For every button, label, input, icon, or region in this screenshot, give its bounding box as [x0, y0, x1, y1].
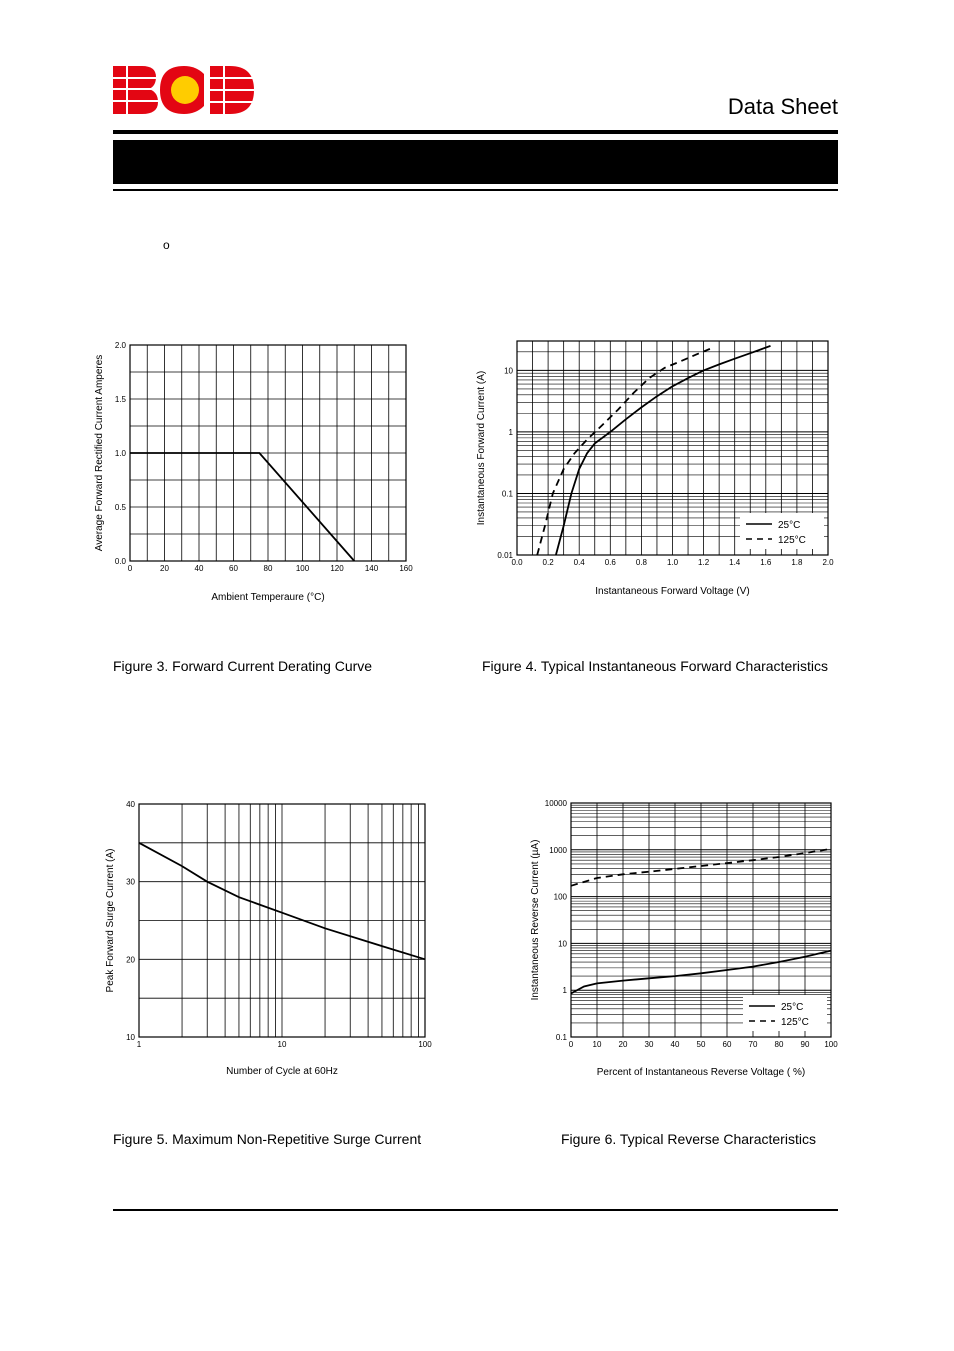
x-tick-label: 120 — [330, 564, 344, 573]
x-tick-label: 80 — [263, 564, 273, 573]
x-tick-label: 160 — [399, 564, 413, 573]
x-tick-label: 90 — [800, 1040, 810, 1049]
y-tick-label: 0.01 — [497, 551, 513, 560]
x-tick-label: 40 — [194, 564, 204, 573]
header-rule-thin — [113, 189, 838, 191]
y-tick-label: 1000 — [549, 845, 567, 855]
chart-forward-characteristics — [470, 330, 850, 610]
y-tick-label: 0.5 — [114, 503, 126, 512]
x-tick-label: 1.6 — [760, 558, 772, 567]
y-tick-label: 1 — [562, 986, 567, 996]
y-tick-label: 10 — [504, 366, 513, 376]
y-axis-label: Instantaneous Forward Current (A) — [476, 370, 487, 526]
x-tick-label: 60 — [229, 564, 238, 573]
x-tick-label: 1.4 — [729, 558, 741, 567]
figure-4-caption: Figure 4. Typical Instantaneous Forward Characteristics — [482, 658, 829, 674]
x-tick-label: 30 — [644, 1040, 654, 1049]
y-tick-label: 10 — [558, 939, 567, 949]
x-tick-label: 0.8 — [635, 558, 647, 567]
x-tick-label: 0 — [568, 1040, 574, 1049]
x-tick-label: 0.0 — [511, 558, 523, 567]
chart-surge-current — [95, 790, 445, 1090]
y-tick-label: 30 — [126, 877, 135, 887]
x-tick-label: 1.0 — [666, 558, 679, 567]
doc-type-label: Data Sheet — [727, 94, 838, 119]
y-axis-label: Average Forward Rectified Current Amperes — [94, 354, 105, 552]
x-axis-label: Instantaneous Forward Voltage (V) — [595, 586, 750, 597]
legend-label: 25°C — [781, 1002, 804, 1013]
legend-label: 125°C — [778, 535, 806, 546]
y-axis-label: Instantaneous Reverse Current (µA) — [530, 839, 541, 1001]
x-tick-label: 100 — [295, 564, 310, 573]
y-tick-label: 2.0 — [114, 341, 126, 350]
x-tick-label: 10 — [277, 1040, 287, 1049]
x-tick-label: 20 — [160, 564, 169, 573]
x-tick-label: 2.0 — [822, 558, 834, 567]
x-tick-label: 20 — [618, 1040, 628, 1049]
x-tick-label: 60 — [722, 1040, 732, 1049]
x-tick-label: 80 — [774, 1040, 784, 1049]
y-tick-label: 100 — [553, 892, 567, 902]
x-tick-label: 0 — [127, 564, 133, 573]
y-tick-label: 1.0 — [114, 449, 126, 458]
x-tick-label: 1 — [136, 1040, 142, 1049]
y-tick-label: 0.1 — [555, 1033, 567, 1042]
x-tick-label: 0.2 — [542, 558, 554, 567]
x-tick-label: 1.2 — [698, 558, 710, 567]
x-axis-label: Ambient Temperaure (°C) — [211, 592, 325, 603]
x-axis-label: Number of Cycle at 60Hz — [226, 1066, 338, 1077]
chart-reverse-characteristics — [520, 795, 850, 1085]
chart-forward-derating — [80, 330, 430, 620]
figure-3-caption: Figure 3. Forward Current Derating Curve — [113, 658, 373, 674]
legend-label: 25°C — [778, 520, 801, 531]
x-tick-label: 10 — [592, 1040, 602, 1049]
bcd-logo — [112, 64, 256, 116]
x-tick-label: 70 — [748, 1040, 758, 1049]
x-tick-label: 100 — [824, 1040, 838, 1049]
y-axis-label: Peak Forward Surge Current (A) — [105, 848, 116, 993]
y-tick-label: 10 — [126, 1033, 135, 1042]
footer-rule — [113, 1209, 838, 1211]
y-tick-label: 1.5 — [114, 395, 126, 404]
x-tick-label: 1.8 — [791, 558, 803, 567]
y-tick-label: 40 — [126, 800, 135, 809]
y-tick-label: 0.0 — [114, 557, 126, 566]
header-rule — [113, 130, 838, 134]
x-tick-label: 0.6 — [604, 558, 616, 567]
x-tick-label: 140 — [364, 564, 379, 573]
figure-5-caption: Figure 5. Maximum Non-Repetitive Surge Current — [113, 1131, 422, 1147]
x-tick-label: 0.4 — [573, 558, 585, 567]
logo-letter-c — [160, 66, 204, 114]
y-tick-label: 0.1 — [501, 489, 513, 499]
y-tick-label: 10000 — [544, 799, 567, 808]
x-tick-label: 40 — [670, 1040, 680, 1049]
x-tick-label: 100 — [418, 1040, 432, 1049]
title-bar — [113, 140, 838, 184]
degree-mark: o — [163, 238, 170, 252]
figure-6-caption: Figure 6. Typical Reverse Characteristics — [561, 1131, 816, 1147]
x-tick-label: 50 — [696, 1040, 706, 1049]
x-axis-label: Percent of Instantaneous Reverse Voltage ( %) — [596, 1067, 806, 1078]
y-tick-label: 20 — [126, 955, 135, 965]
legend-label: 125°C — [781, 1017, 809, 1028]
y-tick-label: 1 — [508, 427, 513, 437]
